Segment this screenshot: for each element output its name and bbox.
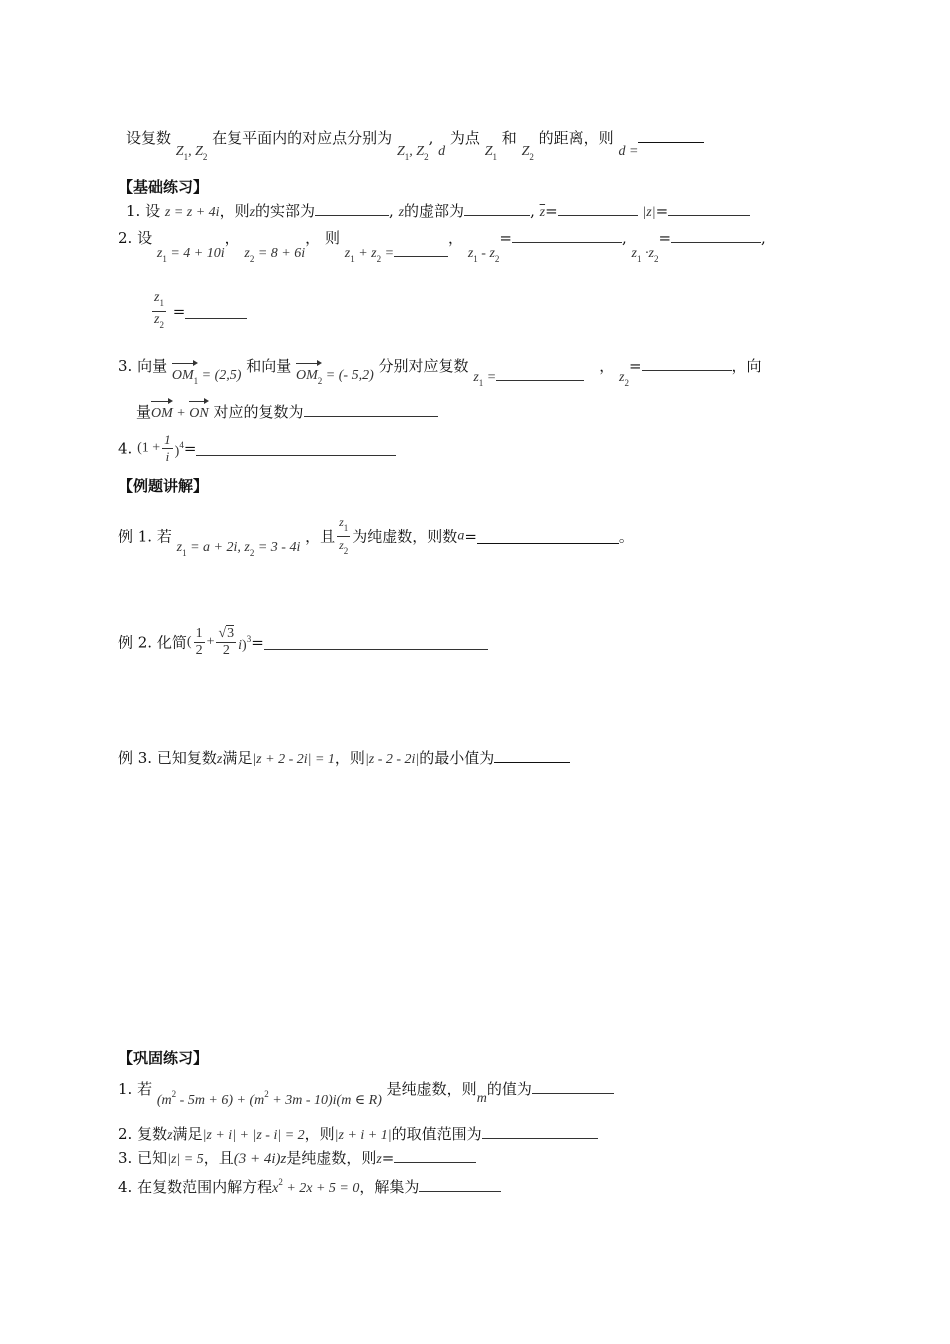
basic-q4: 4. (1 + $\frac{1}{i}$ )$^4$= bbox=[118, 432, 396, 465]
consolidate-q1-num: 1. 若 bbox=[118, 1080, 153, 1098]
basic-q3-corr: 分别对应复数 bbox=[378, 357, 469, 375]
answer-blank-power[interactable] bbox=[196, 441, 396, 456]
math-d-eq: d = bbox=[618, 144, 639, 159]
math-z1-times-z2: $z_1 \cdot z_2$ bbox=[631, 246, 659, 264]
answer-blank-z1[interactable] bbox=[496, 366, 584, 381]
consolidate-q1 bbox=[118, 1074, 614, 1108]
answer-blank-z[interactable] bbox=[394, 1148, 476, 1163]
example-3-satisfy: 满足 bbox=[222, 749, 253, 767]
math-c4-eq: $x^2 + 2x + 5 = 0$ bbox=[272, 1177, 360, 1196]
math-m: m bbox=[476, 1091, 487, 1106]
answer-blank-m[interactable] bbox=[532, 1079, 614, 1094]
math-z: z bbox=[249, 205, 256, 220]
basic-q3-line2 bbox=[136, 400, 438, 424]
consolidate-q2-satisfy: 满足 bbox=[172, 1125, 203, 1143]
basic-q1-text-a: ，则 bbox=[219, 202, 250, 220]
math-power-4: )$^4$ bbox=[174, 440, 184, 459]
example-2-num: 例 2. bbox=[118, 633, 153, 652]
answer-blank-sum[interactable] bbox=[394, 242, 448, 257]
consolidate-q2-num: 2. 复数 bbox=[118, 1125, 168, 1143]
math-c3-abs: |z| = 5 bbox=[167, 1152, 204, 1167]
answer-blank-imag[interactable] bbox=[464, 201, 530, 216]
consolidate-q3-num: 3. 已知 bbox=[118, 1149, 168, 1167]
basic-q2-then: 则 bbox=[324, 229, 340, 247]
example-1-num: 例 1. 若 bbox=[118, 527, 172, 546]
math-e1-frac: $\frac{z_1}{z_2}$ bbox=[339, 515, 349, 556]
math-frac-1-over-i: $\frac{1}{i}$ bbox=[164, 432, 171, 464]
example-3-num: 例 3. 已知复数 bbox=[118, 749, 217, 767]
answer-blank-d[interactable] bbox=[638, 128, 704, 143]
example-3 bbox=[118, 748, 570, 770]
math-z1-eq: $z_1$ = bbox=[473, 370, 497, 388]
basic-q3-line2a: 量 bbox=[136, 403, 152, 421]
math-d: d bbox=[438, 144, 446, 159]
answer-blank-quotient[interactable] bbox=[185, 304, 247, 319]
math-z-c3: z bbox=[376, 1152, 382, 1167]
answer-blank-min[interactable] bbox=[494, 748, 570, 763]
math-a: a bbox=[457, 528, 465, 544]
example-1-pure: 为纯虚数，则数 bbox=[352, 527, 458, 546]
basic-q3-line2b: 对应的复数为 bbox=[213, 403, 304, 421]
consolidate-q4-sol: ，解集为 bbox=[359, 1178, 420, 1196]
consolidate-q3-and: ，且 bbox=[203, 1149, 234, 1167]
math-z-e3: z bbox=[216, 752, 223, 767]
answer-blank-product[interactable] bbox=[671, 228, 761, 243]
consolidate-q1-val: 的值为 bbox=[486, 1080, 532, 1098]
answer-blank-range[interactable] bbox=[482, 1124, 598, 1139]
example-3-then: ，则 bbox=[334, 749, 365, 767]
consolidate-q3: 3. 已知|z| = 5，且(3 + 4i)z是纯虚数，则z= bbox=[118, 1148, 476, 1170]
math-z-c2: z bbox=[167, 1128, 173, 1143]
math-z1-z2: $Z_1$, $Z_2$ bbox=[175, 144, 208, 162]
consolidate-q2 bbox=[118, 1124, 598, 1146]
math-z-def: z = z + 4i bbox=[164, 205, 220, 220]
basic-q1-num: 1. 设 bbox=[126, 202, 161, 220]
math-point-z2: $Z_2$ bbox=[521, 144, 534, 162]
basic-q1-text-b: 的实部为 bbox=[255, 202, 316, 220]
answer-blank-real[interactable] bbox=[315, 201, 389, 216]
answer-blank-abs[interactable] bbox=[668, 201, 750, 216]
consolidate-q4-num: 4. 在复数范围内解方程 bbox=[118, 1178, 273, 1196]
math-vector-om1: $OM_1 = (2,5)$ bbox=[172, 368, 242, 383]
math-i-cubed: i)$^3$ bbox=[238, 634, 252, 653]
answer-blank-simplify[interactable] bbox=[264, 635, 488, 650]
math-c1-expr: $(m^2 - 5m + 6) + (m^2 + 3m - 10)i(m$ ∈ R) bbox=[156, 1089, 382, 1108]
math-vector-om2: $OM_2$ = (- 5,2) bbox=[296, 368, 374, 383]
answer-blank-conj[interactable] bbox=[558, 201, 638, 216]
example-1-and: ，且 bbox=[305, 527, 336, 546]
math-z1-z2-points: $Z_1$, $Z_2$ bbox=[396, 144, 429, 162]
math-e1-def: $z_1 = a + 2i$, $z_2 = 3 - 4i$ bbox=[176, 539, 301, 558]
math-z2-def: $z_2 = 8 + 6i$ bbox=[244, 246, 306, 264]
consolidate-q4 bbox=[118, 1172, 501, 1199]
math-e3-cond: |z + 2 - 2i| = 1 bbox=[252, 752, 335, 767]
math-vector-om-plus-on: OM + ON bbox=[151, 406, 209, 421]
math-c2-expr: |z + i + 1| bbox=[334, 1128, 392, 1143]
answer-blank-a[interactable] bbox=[477, 529, 619, 544]
section-examples-heading: 【例题讲解】 bbox=[118, 477, 209, 495]
math-abs-z: |z| bbox=[642, 205, 656, 220]
example-3-min: 的最小值为 bbox=[419, 749, 495, 767]
math-z1-over-z2: $\frac{z_1}{z_2}$ bbox=[154, 290, 164, 330]
example-2: 例 2. 化简( $\frac{1}{2}$ + $\frac{√3}{2}$ i)$^3$= bbox=[118, 626, 488, 659]
basic-q4-num: 4. bbox=[118, 439, 133, 458]
math-plus: + bbox=[206, 634, 215, 650]
basic-q2: 2. 设 $z_1 = 4 + 10i$， $z_2 = 8 + 6i$， 则 $z_1 + z_2$ =， $z_1 - z_2=$ , $z_1 \cdot z_2=$ , bbox=[118, 229, 766, 264]
intro-text-1: 设复数 bbox=[126, 129, 172, 147]
intro-text-2: 在复平面内的对应点分别为 bbox=[212, 129, 393, 147]
math-z2-eq: $z_2$ bbox=[619, 370, 629, 388]
math-frac-sqrt3-over-2: $\frac{√3}{2}$ bbox=[218, 626, 235, 658]
intro-text-5: 的距离，则 bbox=[538, 129, 614, 147]
basic-q3-and: 和向量 bbox=[246, 357, 292, 375]
section-consolidate-heading: 【巩固练习】 bbox=[118, 1049, 209, 1067]
answer-blank-solution[interactable] bbox=[419, 1177, 501, 1192]
math-frac-half: $\frac{1}{2}$ bbox=[195, 626, 203, 658]
math-e3-expr: |z - 2 - 2i| bbox=[364, 752, 420, 767]
basic-q2-fraction: $\frac{z_1}{z_2}$ = bbox=[150, 290, 247, 333]
math-z1-def: $z_1 = 4 + 10i$ bbox=[156, 246, 225, 264]
intro-text-3: 为点 bbox=[449, 129, 480, 147]
consolidate-q2-range: 的取值范围为 bbox=[391, 1125, 482, 1143]
math-c3-expr: (3 + 4i)z bbox=[233, 1151, 287, 1167]
math-paren-open: ( bbox=[186, 634, 192, 650]
consolidate-q2-then: ，则 bbox=[304, 1125, 335, 1143]
basic-q2-num: 2. 设 bbox=[118, 229, 153, 247]
basic-q3: 3. 向量 $OM_1 = (2,5)$ 和向量 $OM_2$ = (- 5,2) 分别对应复数 $z_1$ = ， $z_2=$ ，向 bbox=[118, 354, 762, 383]
example-1: 例 1. 若 $z_1 = a + 2i$, $z_2 = 3 - 4i$ ，且 $\frac{z_1}{z_2}$ 为纯虚数，则数a= 。 bbox=[118, 515, 634, 558]
consolidate-q3-pure: 是纯虚数，则 bbox=[286, 1149, 377, 1167]
basic-q1-text-c: 的虚部为 bbox=[404, 202, 465, 220]
basic-q3-num: 3. 向量 bbox=[118, 357, 168, 375]
consolidate-q1-text: 是纯虚数，则 bbox=[386, 1080, 477, 1098]
math-z1-minus-z2: $z_1 - z_2$ bbox=[467, 246, 500, 264]
answer-blank-vector-sum[interactable] bbox=[304, 402, 438, 417]
math-point-z1: $Z_1$ bbox=[484, 144, 497, 162]
answer-blank-diff[interactable] bbox=[512, 228, 622, 243]
math-z-2: z bbox=[398, 205, 405, 220]
basic-q3-dir: ，向 bbox=[731, 357, 762, 375]
math-z1-plus-z2: $z_1 + z_2$ = bbox=[344, 246, 395, 264]
math-one-plus-inv-i: (1 + bbox=[137, 440, 161, 456]
section-basic-heading: 【基础练习】 bbox=[118, 178, 209, 196]
intro-text-4: 和 bbox=[501, 129, 517, 147]
intro-line: 设复数 $Z_1$, $Z_2$ 在复平面内的对应点分别为 $Z_1$, $Z_2$, d 为点 $Z_1$ 和 $Z_2$ 的距离，则 d = bbox=[126, 128, 704, 155]
math-c2-cond: |z + i| + |z - i| = 2 bbox=[202, 1128, 305, 1143]
math-z-conj: $\overline{z}$ bbox=[539, 205, 546, 220]
basic-q1: 1. 设 z = z + 4i，则z的实部为 , z的虚部为 , $\overline{z}= |z|=$ bbox=[126, 201, 750, 223]
example-2-text: 化简 bbox=[156, 633, 187, 652]
answer-blank-z2[interactable] bbox=[642, 356, 732, 371]
